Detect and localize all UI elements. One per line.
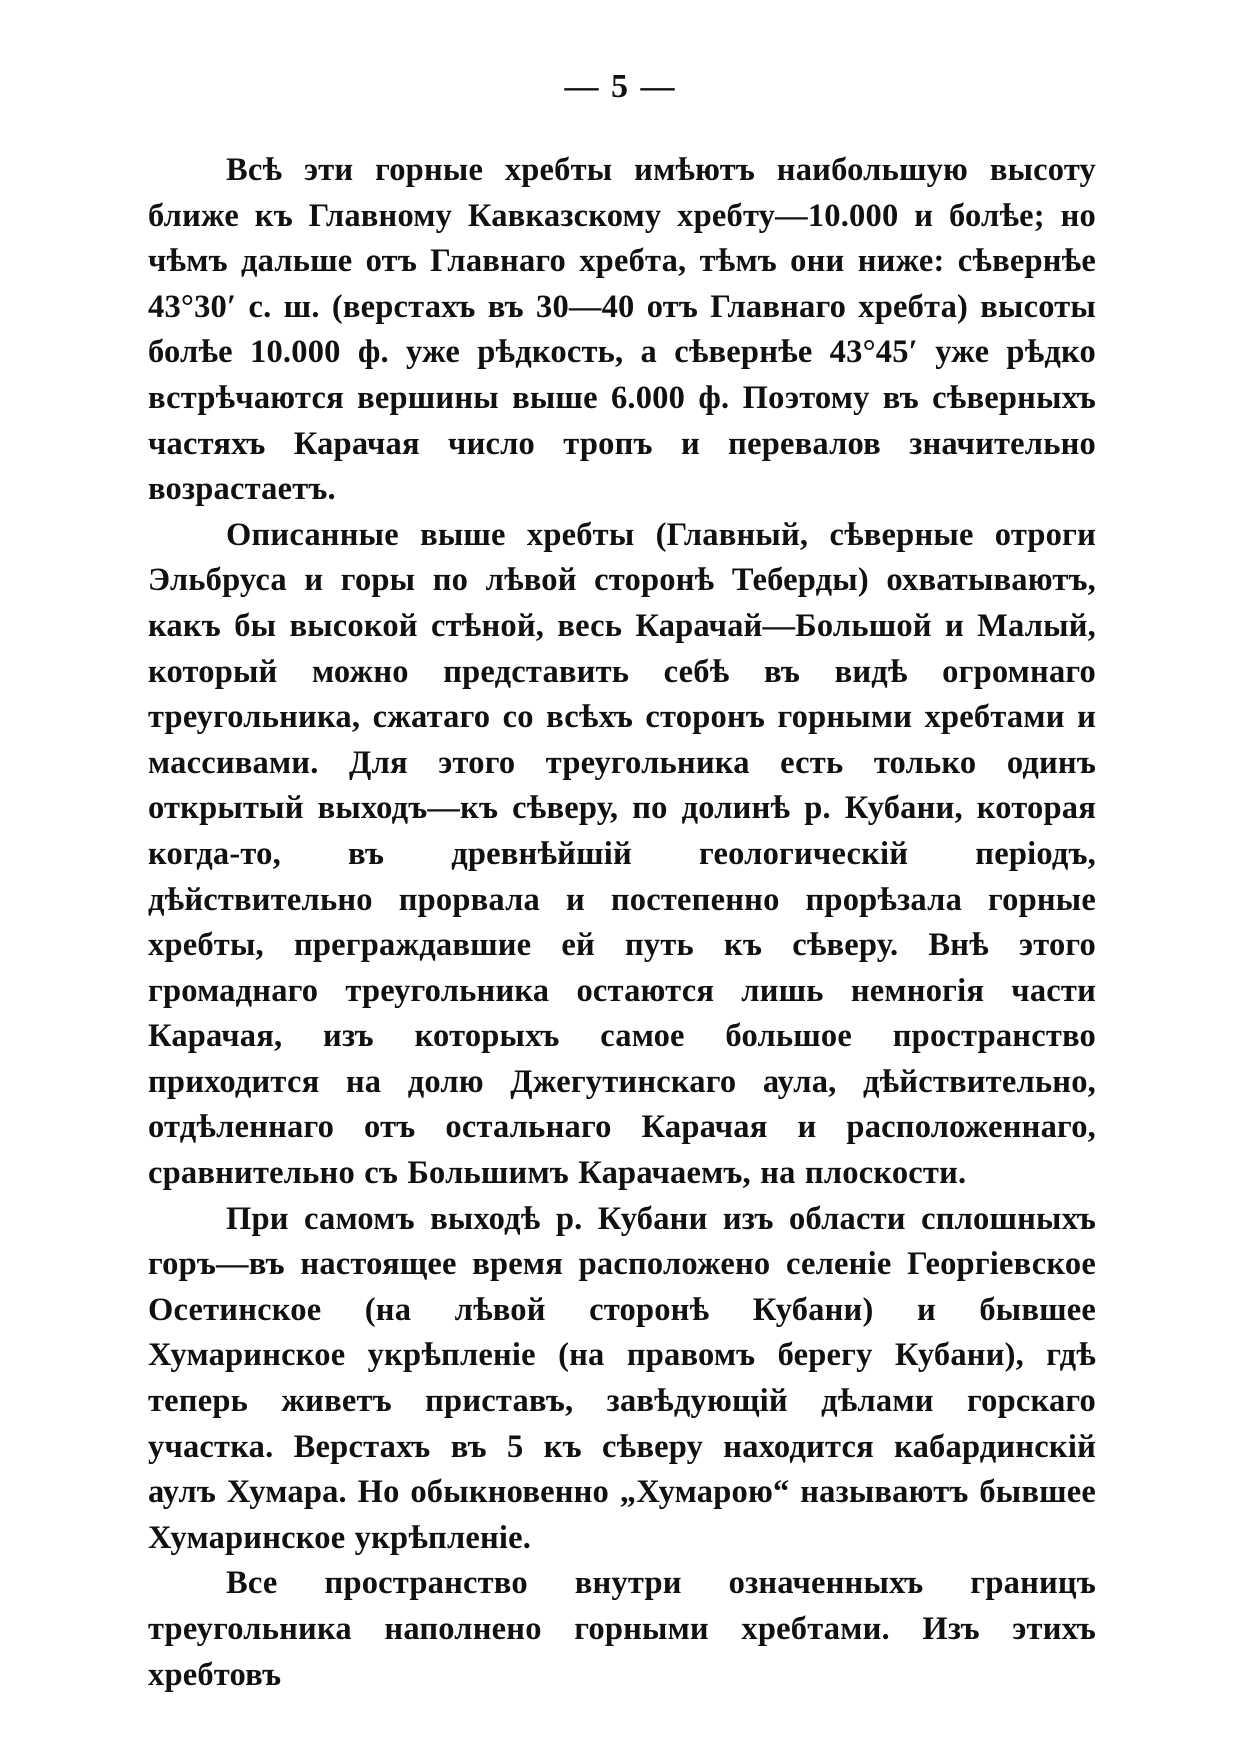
paragraph: Всѣ эти горные хребты имѣютъ наибольшую высоту ближе къ Главному Кавказскому хребту—10.000 и болѣе; но чѣмъ дальше отъ Главнаго хребта, тѣмъ они ниже: сѣвернѣе 43°30′ с. ш. (верстахъ въ 30—40 отъ Главнаго хребта) высоты болѣе 10.000 ф. уже рѣдкость, а сѣвернѣе 43°45′ уже рѣдко встрѣчаются вершины выше 6.000 ф. Поэтому въ сѣверныхъ частяхъ Карачая число тропъ и перевалов значительно возрастаетъ.: [148, 152, 1096, 508]
body-text: [148, 148, 1096, 1698]
paragraph: Описанные выше хребты (Главный, сѣверные отроги Эльбруса и горы по лѣвой сторонѣ Теберды) охватываютъ, какъ бы высокой стѣной, весь Карачай—Большой и Малый, который можно представить себѣ въ видѣ огромнаго треугольника, сжатаго со всѣхъ сторонъ горными хребтами и массивами. Для этого треугольника есть только одинъ открытый выходъ—къ сѣверу, по долинѣ р. Кубани, которая когда-то, въ древнѣйшій геологическій періодъ, дѣйствительно прорвала и постепенно прорѣзала горные хребты, преграждавшие ей путь къ сѣверу. Внѣ этого громаднаго треугольника остаются лишь немногія части Карачая, изъ которыхъ самое большое пространство приходится на долю Джегутинскаго аула, дѣйствительно, отдѣленнаго отъ остальнаго Карачая и расположеннаго, сравнительно съ Большимъ Карачаемъ, на плоскости.: [148, 516, 1096, 1192]
page-number: — 5 —: [564, 68, 677, 105]
paragraph: Все пространство внутри означенныхъ границъ треугольника наполнено горными хребтами. Изъ этихъ хребтовъ: [148, 1565, 1096, 1693]
paragraph: При самомъ выходѣ р. Кубани изъ области сплошныхъ горъ—въ настоящее время расположено селеніе Георгіевское Осетинское (на лѣвой сторонѣ Кубани) и бывшее Хумаринское укрѣпленіе (на правомъ берегу Кубани), гдѣ теперь живетъ приставъ, завѣдующій дѣлами горскаго участка. Верстахъ въ 5 къ сѣверу находится кабардинскій аулъ Хумара. Но обыкновенно „Хумарою“ называютъ бывшее Хумаринское укрѣпленіе.: [148, 1200, 1096, 1556]
